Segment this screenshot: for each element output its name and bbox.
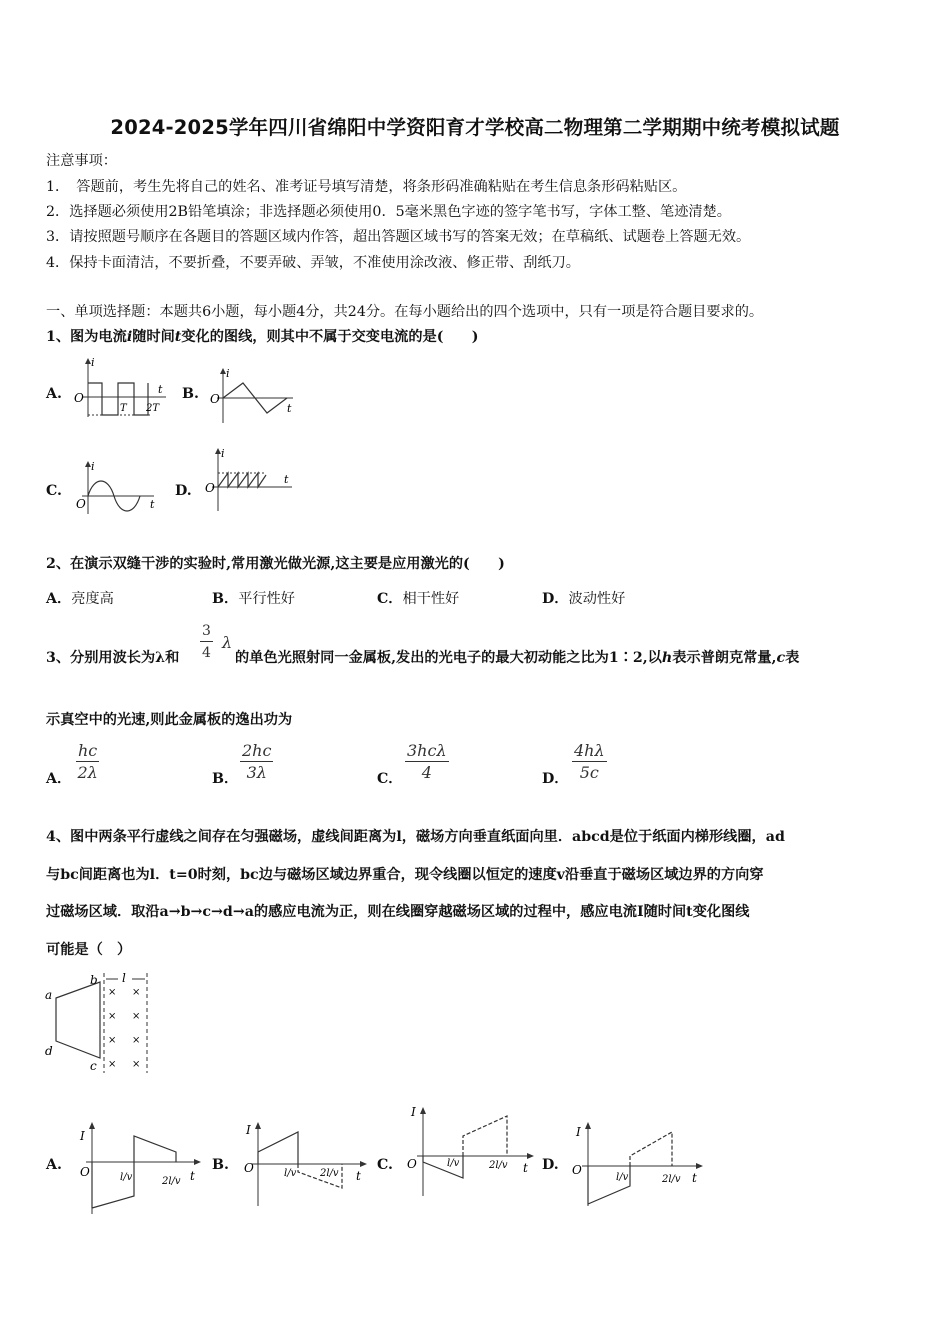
q4c-axis-I: I <box>411 1105 416 1119</box>
q1c-origin: O <box>76 497 86 511</box>
q3-option-c-value: 3hcλ 4 <box>407 741 447 782</box>
q4d-tick-2: 2l/v <box>662 1174 681 1185</box>
q3-fraction: $\frac{3}{4}$ <box>202 623 211 661</box>
q4-stem-line4: 可能是（ ） <box>46 942 132 958</box>
q1a-axis-t: t <box>158 383 163 396</box>
notice-heading: 注意事项： <box>46 153 117 169</box>
q1b-axis-t: t <box>287 402 292 415</box>
q4d-origin: O <box>572 1163 582 1177</box>
q1a-axis-i: i <box>91 356 95 369</box>
q4a-tick-1: l/v <box>120 1172 133 1183</box>
q1c-axis-t: t <box>150 498 155 511</box>
q4-coil-figure <box>40 965 160 1080</box>
field-mark: × <box>108 1059 117 1070</box>
q3-stem-part2: 的单色光照射同一金属板,发出的光电子的最大初动能之比为1∶2,以h表示普朗克常量,c表 <box>235 650 800 666</box>
field-mark: × <box>108 1035 117 1046</box>
q4b-tick-2: 2l/v <box>320 1168 339 1179</box>
q3-option-d-label: D． <box>542 771 569 787</box>
field-mark: × <box>132 1059 141 1070</box>
q3-option-d-value: $\frac{4h\lambda}{5c}$ <box>574 741 605 782</box>
q4d-tick-1: l/v <box>616 1172 629 1183</box>
q3-stem-part1: 3、分别用波长为λ和 <box>46 650 180 666</box>
q4-option-d-label: D. <box>542 1157 559 1173</box>
q3-stem-line2: 示真空中的光速,则此金属板的逸出功为 <box>46 712 293 728</box>
q4d-axis-I: I <box>576 1125 581 1139</box>
q4c-tick-2: 2l/v <box>489 1160 508 1171</box>
q1a-tick-T: T <box>120 403 127 414</box>
q4c-origin: O <box>407 1157 417 1171</box>
q4c-tick-1: l/v <box>447 1158 460 1169</box>
field-mark: × <box>132 987 141 998</box>
q1b-origin: O <box>210 392 220 406</box>
q4b-axis-t: t <box>356 1169 361 1183</box>
coil-label-b: b <box>90 973 98 987</box>
q4-stem-line3: 过磁场区域．取沿a→b→c→d→a的感应电流为正，则在线圈穿越磁场区域的过程中，感应电流I随时间t变化图线 <box>46 904 750 920</box>
q4a-axis-t: t <box>190 1169 195 1183</box>
q1a-origin: O <box>74 391 84 405</box>
q2-option-d: D．波动性好 <box>542 591 626 607</box>
q2-option-c: C．相干性好 <box>377 591 460 607</box>
q2-option-b: B．平行性好 <box>212 591 295 607</box>
notice-item-3: 3．请按照题号顺序在各题目的答题区域内作答，超出答题区域书写的答案无效；在草稿纸、试题卷上答题无效。 <box>46 229 751 245</box>
coil-label-a: a <box>45 988 53 1002</box>
field-mark: × <box>132 1011 141 1022</box>
q1a-tick-2T: 2T <box>146 403 160 414</box>
q4a-axis-I: I <box>80 1129 85 1143</box>
q1-option-b-label: B. <box>182 386 199 402</box>
q3-option-b-label: B． <box>212 771 239 787</box>
q4a-origin: O <box>80 1165 90 1179</box>
q4a-tick-2: 2l/v <box>162 1176 181 1187</box>
q1-option-c-label: C. <box>46 483 62 499</box>
q1-graph-b <box>205 365 305 425</box>
q1d-origin: O <box>205 481 215 495</box>
q1-graph-a <box>72 355 172 425</box>
q1-graph-d <box>200 445 300 515</box>
q3-option-c-label: C． <box>377 771 403 787</box>
q4d-axis-t: t <box>692 1171 697 1185</box>
field-width-label: l <box>122 971 126 985</box>
q4-graph-b <box>238 1118 368 1208</box>
q4-graph-c <box>403 1100 538 1200</box>
q1c-axis-i: i <box>91 460 95 473</box>
q3-option-a-label: A． <box>46 771 72 787</box>
q3-fraction-lambda: λ <box>222 633 233 652</box>
notice-item-1: 1． 答题前，考生先将自己的姓名、准考证号填写清楚，将条形码准确粘贴在考生信息条形码粘贴区。 <box>46 179 687 195</box>
q3-option-b-value: $\frac{2hc}{3\lambda}$ <box>242 741 272 782</box>
q3-option-a-value: $\frac{hc}{2\lambda}$ <box>77 741 98 782</box>
q4b-origin: O <box>244 1161 254 1175</box>
q2-stem: 2、在演示双缝干涉的实验时,常用激光做光源,这主要是应用激光的( ) <box>46 556 505 572</box>
q4-option-b-label: B. <box>212 1157 229 1173</box>
q1d-axis-t: t <box>284 473 289 486</box>
coil-label-c: c <box>90 1059 97 1073</box>
field-mark: × <box>108 1011 117 1022</box>
q1d-axis-i: i <box>221 447 225 460</box>
q4-option-c-label: C. <box>377 1157 393 1173</box>
notice-item-2: 2．选择题必须使用2B铅笔填涂；非选择题必须使用0．5毫米黑色字迹的签字笔书写，字体工整、笔迹清楚。 <box>46 204 731 220</box>
field-mark: × <box>108 987 117 998</box>
q1-option-a-label: A. <box>46 386 62 402</box>
q4-graph-d <box>568 1118 708 1208</box>
q4b-axis-I: I <box>246 1123 251 1137</box>
q1b-axis-i: i <box>226 367 230 380</box>
q1-option-d-label: D. <box>175 483 192 499</box>
q2-option-a: A．亮度高 <box>46 591 114 607</box>
q4-stem-line1: 4、图中两条平行虚线之间存在匀强磁场，虚线间距离为l，磁场方向垂直纸面向里．abcd是位于纸面内梯形线圈，ad <box>46 829 785 845</box>
q4-option-a-label: A. <box>46 1157 62 1173</box>
q4-graph-a <box>72 1118 202 1218</box>
q1-graph-c <box>72 458 162 518</box>
coil-label-d: d <box>45 1044 53 1058</box>
section-heading: 一、单项选择题：本题共6小题，每小题4分，共24分。在每小题给出的四个选项中，只有一项是符合题目要求的。 <box>46 304 764 320</box>
q4-stem-line2: 与bc间距离也为l．t=0时刻，bc边与磁场区域边界重合，现令线圈以恒定的速度v沿垂直于磁场区域边界的方向穿 <box>46 867 764 883</box>
q4c-axis-t: t <box>523 1161 528 1175</box>
q4b-tick-1: l/v <box>284 1168 297 1179</box>
field-mark: × <box>132 1035 141 1046</box>
page-title: 2024-2025学年四川省绵阳中学资阳育才学校高二物理第二学期期中统考模拟试题 <box>110 116 840 139</box>
q1-stem: 1、图为电流i随时间t变化的图线，则其中不属于交变电流的是( ) <box>46 329 479 345</box>
notice-item-4: 4．保持卡面清洁，不要折叠，不要弄破、弄皱，不准使用涂改液、修正带、刮纸刀。 <box>46 255 580 271</box>
